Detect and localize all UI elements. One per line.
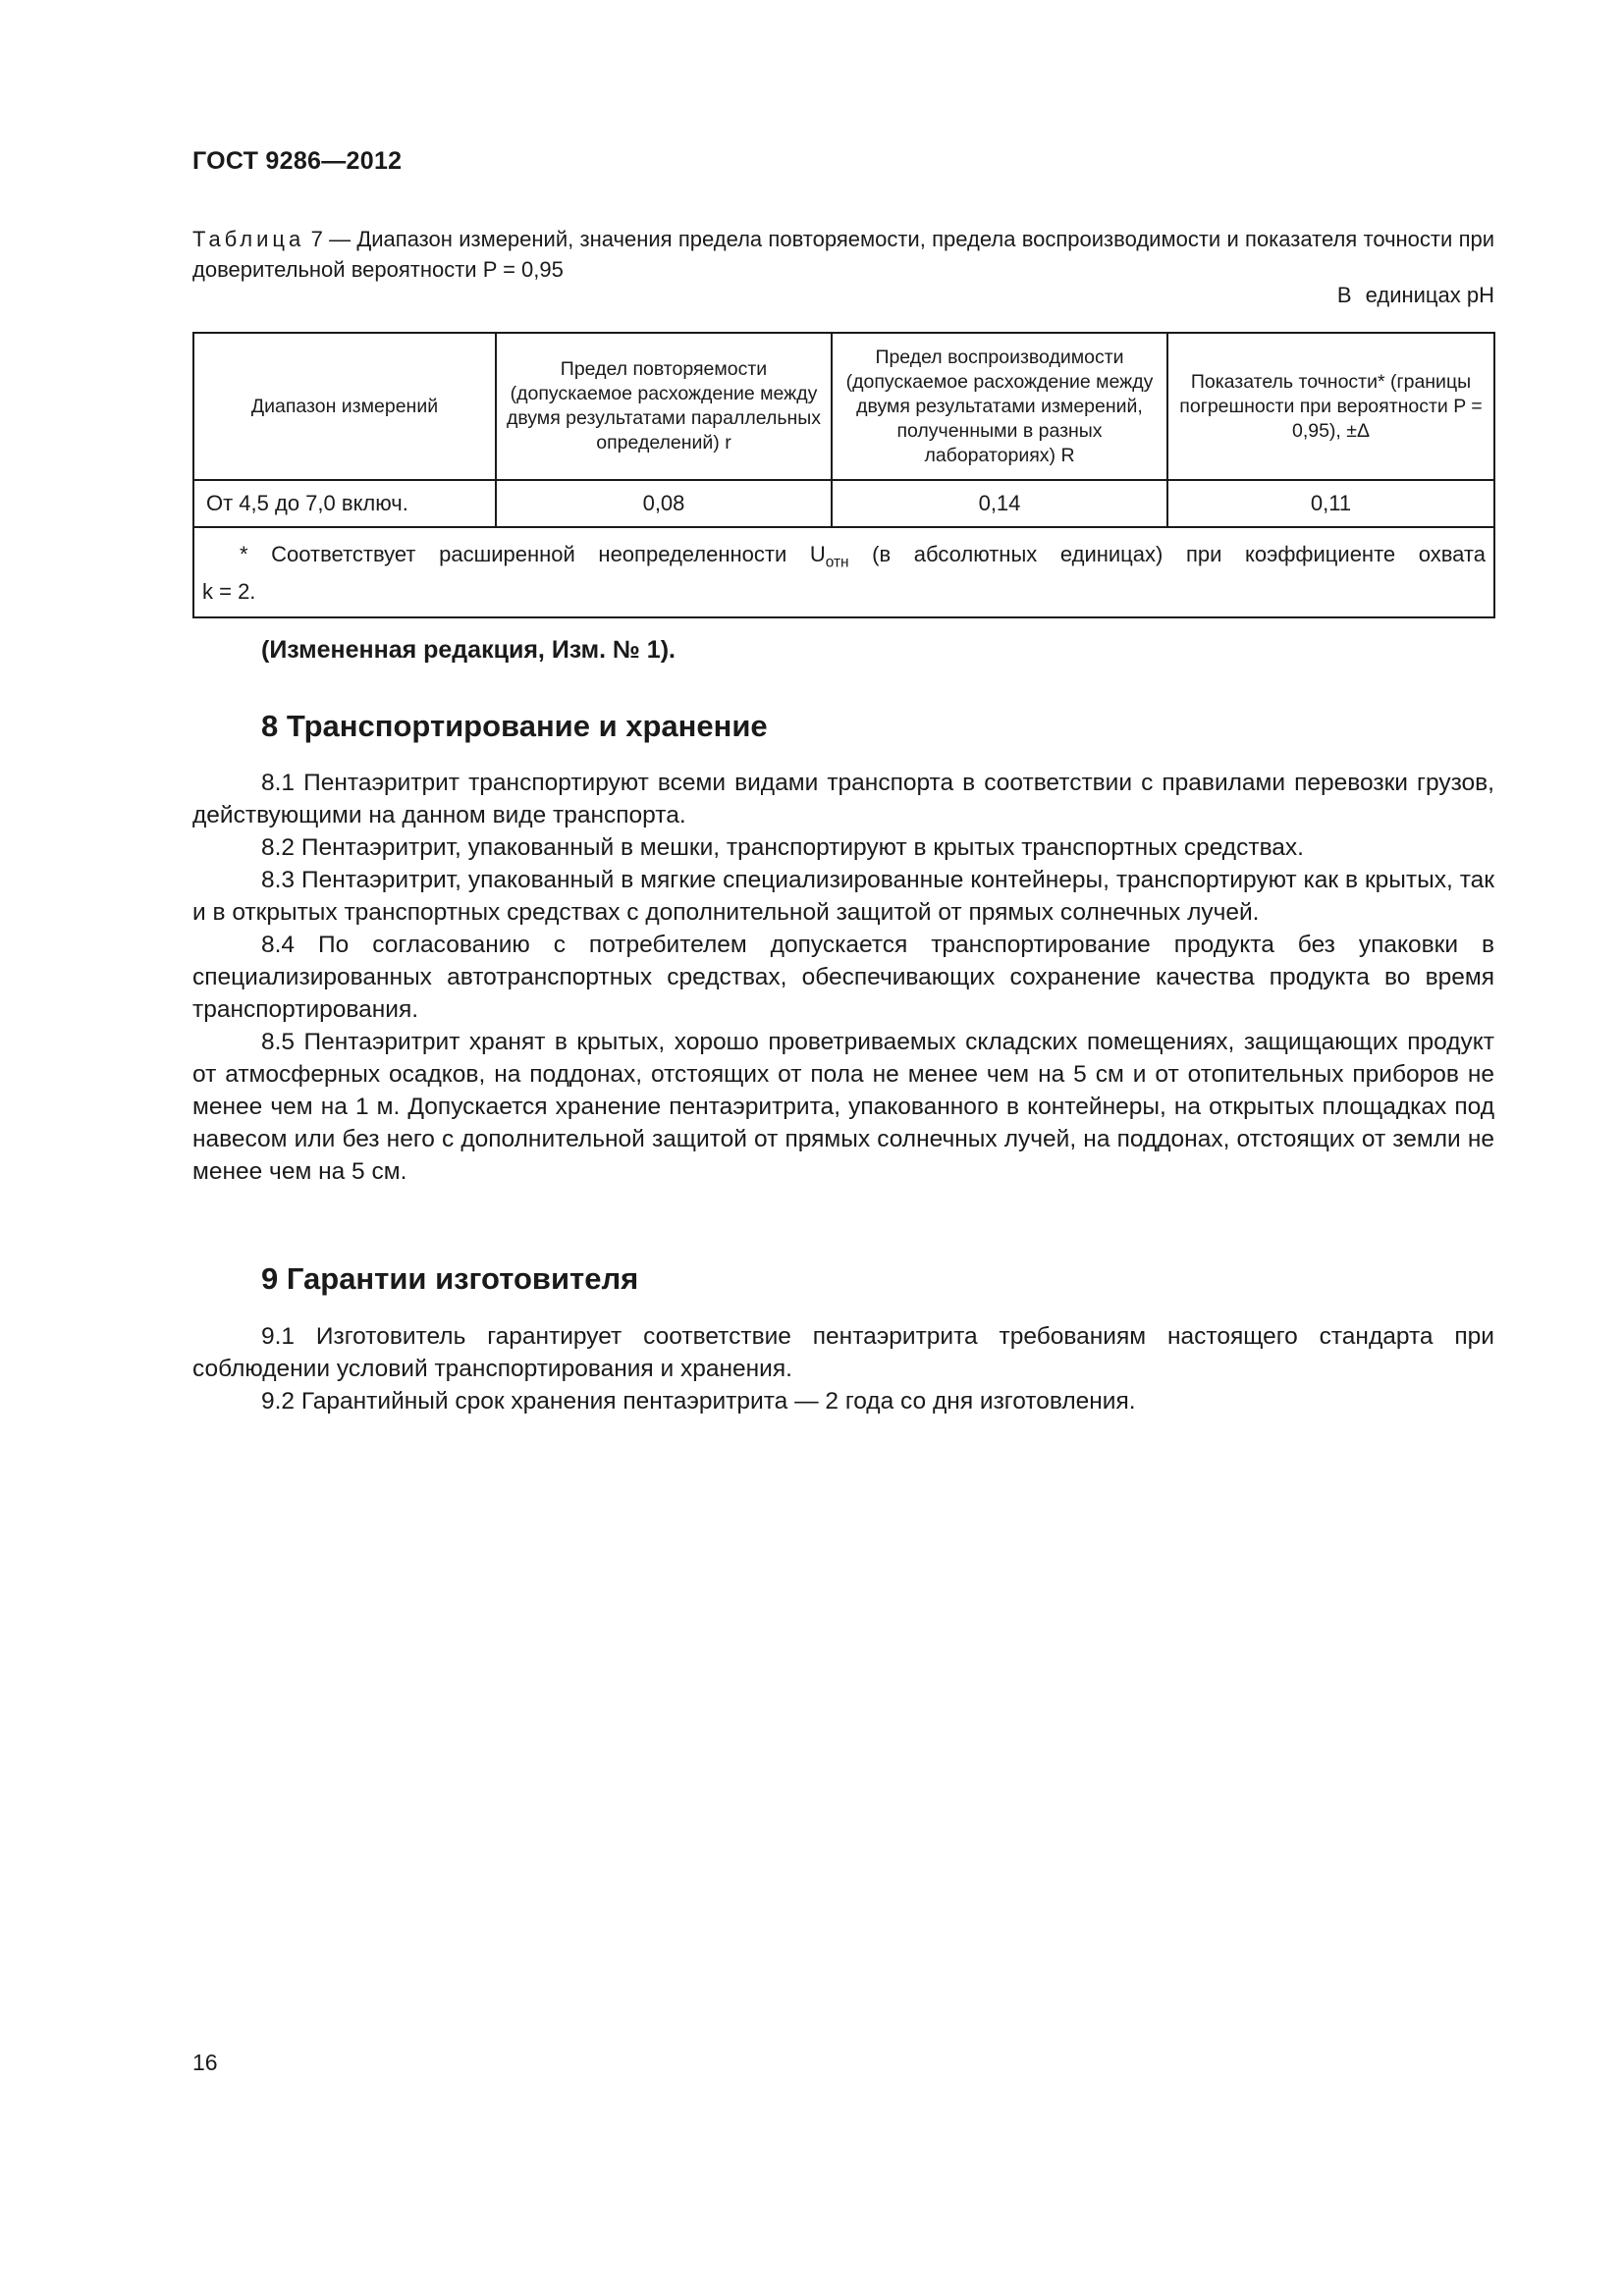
table-row <box>193 480 1494 527</box>
paragraph: 8.4 По согласованию с потребителем допускается транспортирование продукта без упаковки в специализированных автотранспортных средствах, обеспечивающих сохранение качества продукта во время транспортирования. <box>192 932 1494 1023</box>
table-caption <box>192 224 1494 285</box>
table-header-cell: Предел повторяемости (допускаемое расхождение между двумя результатами параллельных определений) r <box>496 333 832 480</box>
footnote-line-2: k = 2. <box>202 579 256 605</box>
table-header-cell: Предел воспроизводимости (допускаемое расхождение между двумя результатами измерений, полученными в разных лабораториях) R <box>832 333 1167 480</box>
units-prefix: В <box>1336 283 1352 307</box>
table-footnote <box>193 527 1494 617</box>
footnote-subscript: отн <box>825 554 849 571</box>
table-cell: 0,11 <box>1167 480 1494 527</box>
table-footnote-row <box>193 527 1494 617</box>
paragraph: 8.5 Пентаэритрит хранят в крытых, хорошо проветриваемых складских помещениях, защищающих продукт от атмосферных осадков, на поддонах, отстоящих от пола не менее чем на 5 см и от отопительных приборов не менее чем на 1 м. Допускается хранение пентаэритрита, упакованного в контейнеры, на открытых площадках под навесом или без него с дополнительной защитой от прямых солнечных лучей, на поддонах, отстоящих от земли не менее чем на 5 см. <box>192 1029 1494 1185</box>
table-caption-text: 7 — Диапазон измерений, значения предела повторяемости, предела воспроизводимости и показателя точности при доверительной вероятности P = 0,95 <box>192 227 1495 282</box>
section-8-title: 8 Транспортирование и хранение <box>261 709 768 743</box>
table-header-cell: Диапазон измерений <box>193 333 496 480</box>
paragraph: 8.1 Пентаэритрит транспортируют всеми видами транспорта в соответствии с правилами перевозки грузов, действующими на данном виде транспорта. <box>192 770 1494 828</box>
paragraph: 9.2 Гарантийный срок хранения пентаэритрита — 2 года со дня изготовления. <box>261 1388 1136 1415</box>
footnote-text-a: * Соответствует расширенной неопределенности U <box>240 542 826 566</box>
paragraph: 9.1 Изготовитель гарантирует соответствие пентаэритрита требованиям настоящего стандарта при соблюдении условий транспортирования и хранения. <box>192 1323 1494 1382</box>
paragraph: 8.2 Пентаэритрит, упакованный в мешки, транспортируют в крытых транспортных средствах. <box>261 834 1304 861</box>
footnote-text-b: (в абсолютных единицах) при коэффициенте охвата <box>848 542 1486 566</box>
measurement-table <box>192 332 1495 618</box>
table-units <box>1337 283 1494 308</box>
table-cell: 0,14 <box>832 480 1167 527</box>
table-cell: 0,08 <box>496 480 832 527</box>
table-header-cell: Показатель точности* (границы погрешности при вероятности P = 0,95), ±Δ <box>1167 333 1494 480</box>
section-9-body <box>192 1320 1494 1417</box>
section-9-title: 9 Гарантии изготовителя <box>261 1261 639 1296</box>
page-number: 16 <box>192 2050 218 2075</box>
edit-note: (Измененная редакция, Изм. № 1). <box>261 636 676 664</box>
units-text: единицах pH <box>1365 283 1494 307</box>
table-header-row <box>193 333 1494 480</box>
paragraph: 8.3 Пентаэритрит, упакованный в мягкие специализированные контейнеры, транспортируют как в крытых, так и в открытых транспортных средствах с дополнительной защитой от прямых солнечных лучей. <box>192 867 1494 926</box>
footnote-line-1 <box>202 540 1486 577</box>
section-8-body <box>192 767 1494 1188</box>
document-header: ГОСТ 9286—2012 <box>192 147 403 175</box>
table-caption-prefix: Таблица <box>192 227 305 251</box>
table-cell: От 4,5 до 7,0 включ. <box>193 480 496 527</box>
